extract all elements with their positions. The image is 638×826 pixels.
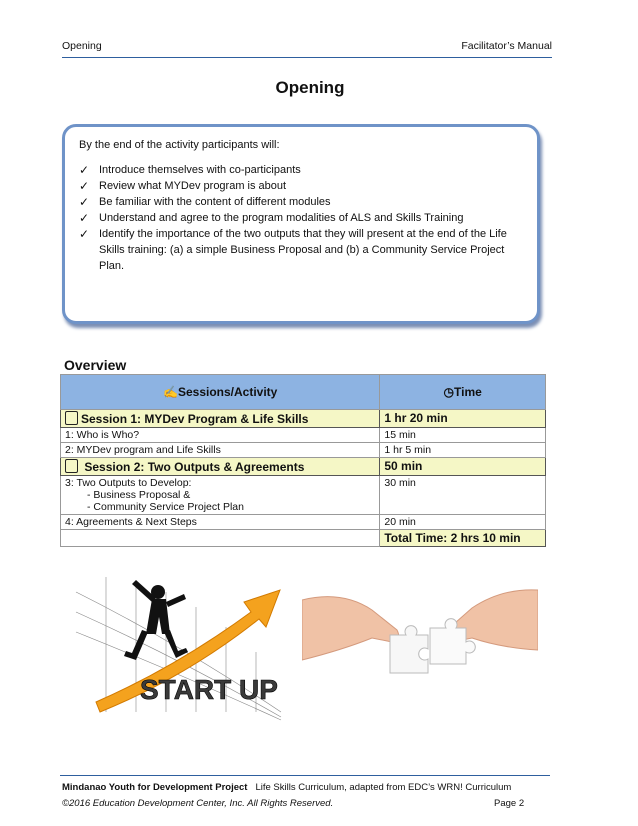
table-header-row xyxy=(61,375,546,410)
page-header xyxy=(62,40,552,52)
session-row: Session 2: Two Outputs & Agreements 50 min xyxy=(61,458,546,476)
header-rule xyxy=(62,57,552,58)
objectives-box xyxy=(62,124,540,324)
page-number: Page 2 xyxy=(494,798,525,809)
objective-item: ✓ Identify the importance of the two outputs that they will present at the end of the Life Skills training: (a) a simple Business Proposal and (b) a Community Service Project Plan. xyxy=(79,227,507,272)
table-row: 3: Two Outputs to Develop: - Business Proposal & - Community Service Project Plan 30 min xyxy=(61,476,546,515)
header-manual: Facilitator’s Manual xyxy=(461,40,552,52)
check-icon: ✓ xyxy=(79,179,90,193)
time-column-header: ◷Time xyxy=(380,375,546,410)
objective-item: ✓ Introduce themselves with co-participants xyxy=(79,163,301,177)
check-icon: ✓ xyxy=(79,163,90,177)
footer-org: Mindanao Youth for Development Project xyxy=(62,782,248,793)
writing-hand-icon: ✍ xyxy=(163,385,178,399)
page-title: Opening xyxy=(275,78,345,97)
table-row: 4: Agreements & Next Steps 20 min xyxy=(61,515,546,530)
footer-line-1 xyxy=(62,782,511,793)
footer-rule xyxy=(60,775,550,776)
table-row: 1: Who is Who? 15 min xyxy=(61,428,546,443)
check-icon: ✓ xyxy=(79,227,90,241)
notepad-icon xyxy=(65,411,78,425)
check-icon: ✓ xyxy=(79,211,90,225)
footer-curriculum: Life Skills Curriculum, adapted from EDC’s WRN! Curriculum xyxy=(255,782,512,793)
objective-item: ✓ Be familiar with the content of different modules xyxy=(79,195,331,209)
puzzle-hands-photo xyxy=(302,580,538,690)
start-up-illustration xyxy=(66,572,288,722)
header-section: Opening xyxy=(62,40,102,52)
schedule-table xyxy=(60,374,546,547)
check-icon: ✓ xyxy=(79,195,90,209)
footer-copyright: ©2016 Education Development Center, Inc. All Rights Reserved. xyxy=(62,798,334,809)
objective-item: ✓ Understand and agree to the program modalities of ALS and Skills Training xyxy=(79,211,464,225)
objectives-list xyxy=(79,162,523,274)
activity-column-header: ✍Sessions/Activity xyxy=(61,375,380,410)
objective-item: ✓ Review what MYDev program is about xyxy=(79,179,287,193)
objectives-intro: By the end of the activity participants will: xyxy=(79,139,280,151)
overview-heading: Overview xyxy=(64,357,127,373)
session-row: Session 1: MYDev Program & Life Skills 1 hr 20 min xyxy=(61,410,546,428)
total-row: Total Time: 2 hrs 10 min xyxy=(61,530,546,547)
start-up-text: START UP xyxy=(140,674,278,705)
notepad-icon xyxy=(65,459,78,473)
table-row: 2: MYDev program and Life Skills 1 hr 5 min xyxy=(61,443,546,458)
clock-icon: ◷ xyxy=(443,385,455,399)
